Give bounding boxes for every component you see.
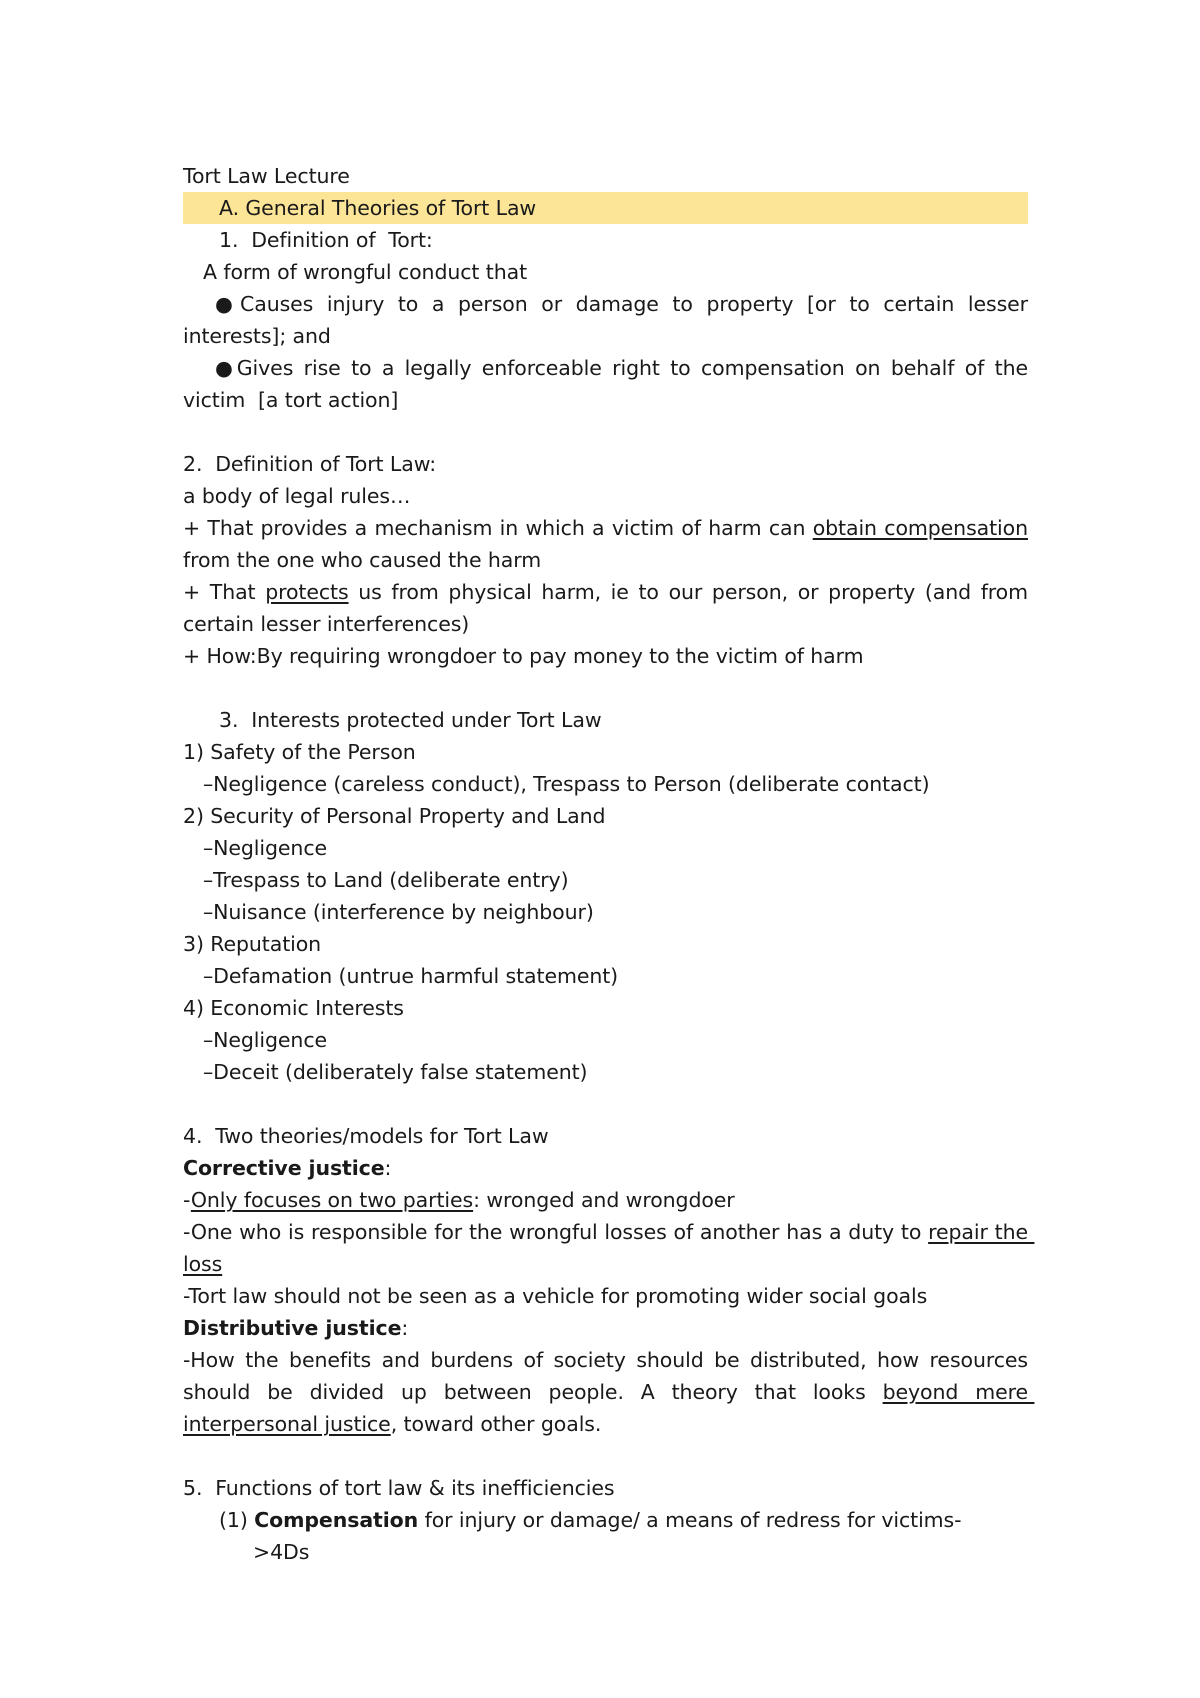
definition-intro: A form of wrongful conduct that bbox=[203, 260, 528, 284]
distributive-justice-point-1: -How the benefits and burdens of society should be distributed, how resources should be divided up between people. A theory that looks beyond mere interpersonal justice, toward other goals. bbox=[183, 1348, 1035, 1436]
interest-3: 3) Reputation bbox=[183, 932, 322, 956]
document-page bbox=[183, 160, 1035, 1568]
function-item-1-continued: >4Ds bbox=[253, 1540, 310, 1564]
bullet-text-1: Causes injury to a person or damage to property [or to certain lesser interests]; and bbox=[183, 292, 1035, 348]
interest-2-tort-c: –Nuisance (interference by neighbour) bbox=[203, 900, 594, 924]
spacer bbox=[183, 1088, 1028, 1120]
bullet-icon: ● bbox=[215, 292, 241, 316]
tort-law-point-2: + That protects us from physical harm, ie to our person, or property (and from certain lesser interferences) bbox=[183, 580, 1035, 636]
distributive-justice-title: Distributive justice: bbox=[183, 1316, 409, 1340]
section-heading-a: A. General Theories of Tort Law bbox=[183, 192, 1028, 224]
interest-4-tort-a: –Negligence bbox=[203, 1028, 328, 1052]
corrective-justice-point-3: -Tort law should not be seen as a vehicle for promoting wider social goals bbox=[183, 1284, 928, 1308]
underlined-protects: protects bbox=[265, 580, 349, 604]
interest-1: 1) Safety of the Person bbox=[183, 740, 416, 764]
interest-2-tort-a: –Negligence bbox=[203, 836, 328, 860]
tort-law-intro: a body of legal rules… bbox=[183, 484, 411, 508]
interest-4: 4) Economic Interests bbox=[183, 996, 404, 1020]
heading-interests-protected: 3. Interests protected under Tort Law bbox=[219, 708, 602, 732]
spacer bbox=[183, 672, 1028, 704]
bullet-text-2: Gives rise to a legally enforceable right to compensation on behalf of the victim [a tort action] bbox=[183, 356, 1035, 412]
heading-functions: 5. Functions of tort law & its inefficiencies bbox=[183, 1476, 615, 1500]
heading-definition-of-tort-law: 2. Definition of Tort Law: bbox=[183, 452, 437, 476]
document-title: Tort Law Lecture bbox=[183, 164, 350, 188]
bullet-item-2 bbox=[183, 352, 1035, 416]
corrective-justice-point-1: -Only focuses on two parties: wronged and wrongdoer bbox=[183, 1188, 735, 1212]
tort-law-point-3: + How:By requiring wrongdoer to pay money to the victim of harm bbox=[183, 644, 864, 668]
spacer bbox=[183, 416, 1028, 448]
underlined-two-parties: Only focuses on two parties bbox=[190, 1188, 474, 1212]
underlined-beyond-mere-interpersonal-justice: beyond mere interpersonal justice bbox=[183, 1380, 1035, 1436]
interest-1-tort-a: –Negligence (careless conduct), Trespass to Person (deliberate contact) bbox=[203, 772, 930, 796]
heading-two-theories: 4. Two theories/models for Tort Law bbox=[183, 1124, 549, 1148]
bullet-item-1 bbox=[183, 288, 1035, 352]
interest-2-tort-b: –Trespass to Land (deliberate entry) bbox=[203, 868, 569, 892]
tort-law-point-1: + That provides a mechanism in which a victim of harm can obtain compensation from the one who caused the harm bbox=[183, 516, 1035, 572]
function-item-1: (1) Compensation for injury or damage/ a means of redress for victims- bbox=[219, 1508, 962, 1532]
bullet-icon: ● bbox=[215, 356, 237, 380]
underlined-obtain-compensation: obtain compensation bbox=[812, 516, 1028, 540]
interest-2: 2) Security of Personal Property and Land bbox=[183, 804, 606, 828]
corrective-justice-title: Corrective justice: bbox=[183, 1156, 392, 1180]
spacer bbox=[183, 1440, 1028, 1472]
heading-definition-of-tort: 1. Definition of Tort: bbox=[219, 228, 433, 252]
corrective-justice-point-2: -One who is responsible for the wrongful losses of another has a duty to repair the loss bbox=[183, 1220, 1035, 1276]
underlined-repair-the-loss: repair the loss bbox=[183, 1220, 1035, 1276]
interest-3-tort-a: –Defamation (untrue harmful statement) bbox=[203, 964, 619, 988]
interest-4-tort-b: –Deceit (deliberately false statement) bbox=[203, 1060, 588, 1084]
